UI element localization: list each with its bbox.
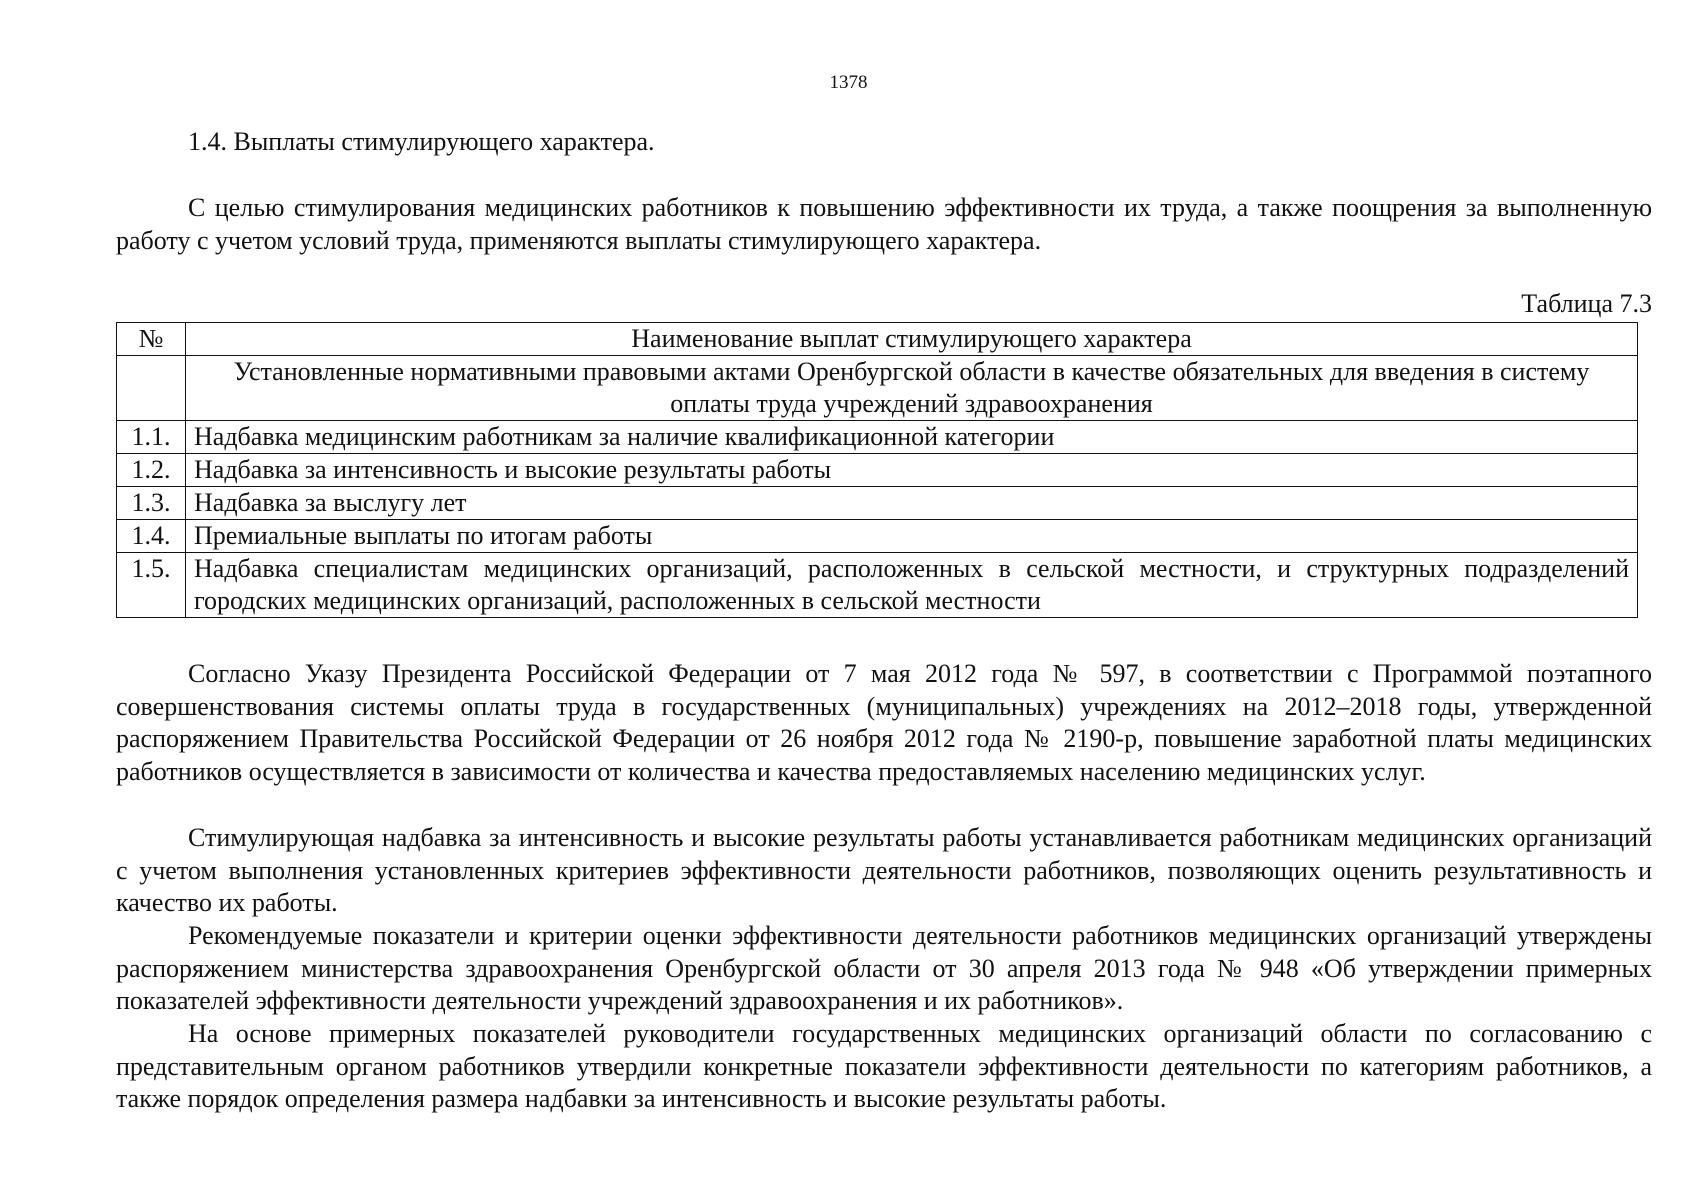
row-name-cell: Надбавка за интенсивность и высокие результаты работы (186, 454, 1638, 487)
table-row (117, 520, 1638, 553)
row-num-cell: 1.2. (117, 454, 186, 487)
header-name-cell: Наименование выплат стимулирующего характера (186, 323, 1638, 356)
intro-paragraph: С целью стимулирования медицинских работников к повышению эффективности их труда, а также поощрения за выполненную работу с учетом условий труда, применяются выплаты стимулирующего характера. (116, 193, 1652, 255)
body-paragraph-bonus: Стимулирующая надбавка за интенсивность и высокие результаты работы устанавливается работникам медицинских организаций с учетом выполнения установленных критериев эффективности деятельности работников, позволяющих оценить результативность и качество их работы. (116, 823, 1652, 917)
table-caption: Таблица 7.3 (1521, 289, 1652, 318)
row-name-cell: Надбавка медицинским работникам за наличие квалификационной категории (186, 421, 1638, 454)
body-paragraph-criteria: Рекомендуемые показатели и критерии оценки эффективности деятельности работников медицинских организаций утверждены распоряжением министерства здравоохранения Оренбургской области от 30 апреля 2013 года № 948 «Об утверждении примерных показателей эффективности деятельности учреждений здравоохранения и их работников». (116, 921, 1652, 1015)
group-heading-cell: Установленные нормативными правовыми актами Оренбургской области в качестве обязательных для введения в систему оплаты труда учреждений здравоохранения (186, 356, 1638, 421)
table-row (117, 421, 1638, 454)
body-paragraph-indicators: На основе примерных показателей руководители государственных медицинских организаций области по согласованию с представительным органом работников утвердили конкретные показатели эффективности деятельности по категориям работников, а также порядок определения размера надбавки за интенсивность и высокие результаты работы. (116, 1019, 1652, 1113)
page-number: 1378 (829, 72, 868, 93)
table-row (117, 487, 1638, 520)
table-group-row (117, 356, 1638, 421)
row-name-cell: Надбавка специалистам медицинских организаций, расположенных в сельской местности, и структурных подразделений городских медицинских организаций, расположенных в сельской местности (186, 553, 1638, 618)
body-paragraph-decree: Согласно Указу Президента Российской Федерации от 7 мая 2012 года № 597, в соответствии с Программой поэтапного совершенствования системы оплаты труда в государственных (муниципальных) учреждениях на 2012–2018 годы, утвержденной распоряжением Правительства Российской Федерации от 26 ноября 2012 года № 2190-р, повышение заработной платы медицинских работников осуществляется в зависимости от количества и качества предоставляемых населению медицинских услуг. (116, 659, 1652, 786)
row-name-cell: Надбавка за выслугу лет (186, 487, 1638, 520)
row-num-cell: 1.3. (117, 487, 186, 520)
table-header-row (117, 323, 1638, 356)
header-num-cell: № (117, 323, 186, 356)
row-num-cell: 1.4. (117, 520, 186, 553)
table-row (117, 553, 1638, 618)
group-num-cell (117, 356, 186, 421)
row-num-cell: 1.1. (117, 421, 186, 454)
stimulating-payments-table (116, 322, 1638, 618)
row-name-cell: Премиальные выплаты по итогам работы (186, 520, 1638, 553)
table-row (117, 454, 1638, 487)
section-heading: 1.4. Выплаты стимулирующего характера. (188, 127, 655, 156)
row-num-cell: 1.5. (117, 553, 186, 618)
